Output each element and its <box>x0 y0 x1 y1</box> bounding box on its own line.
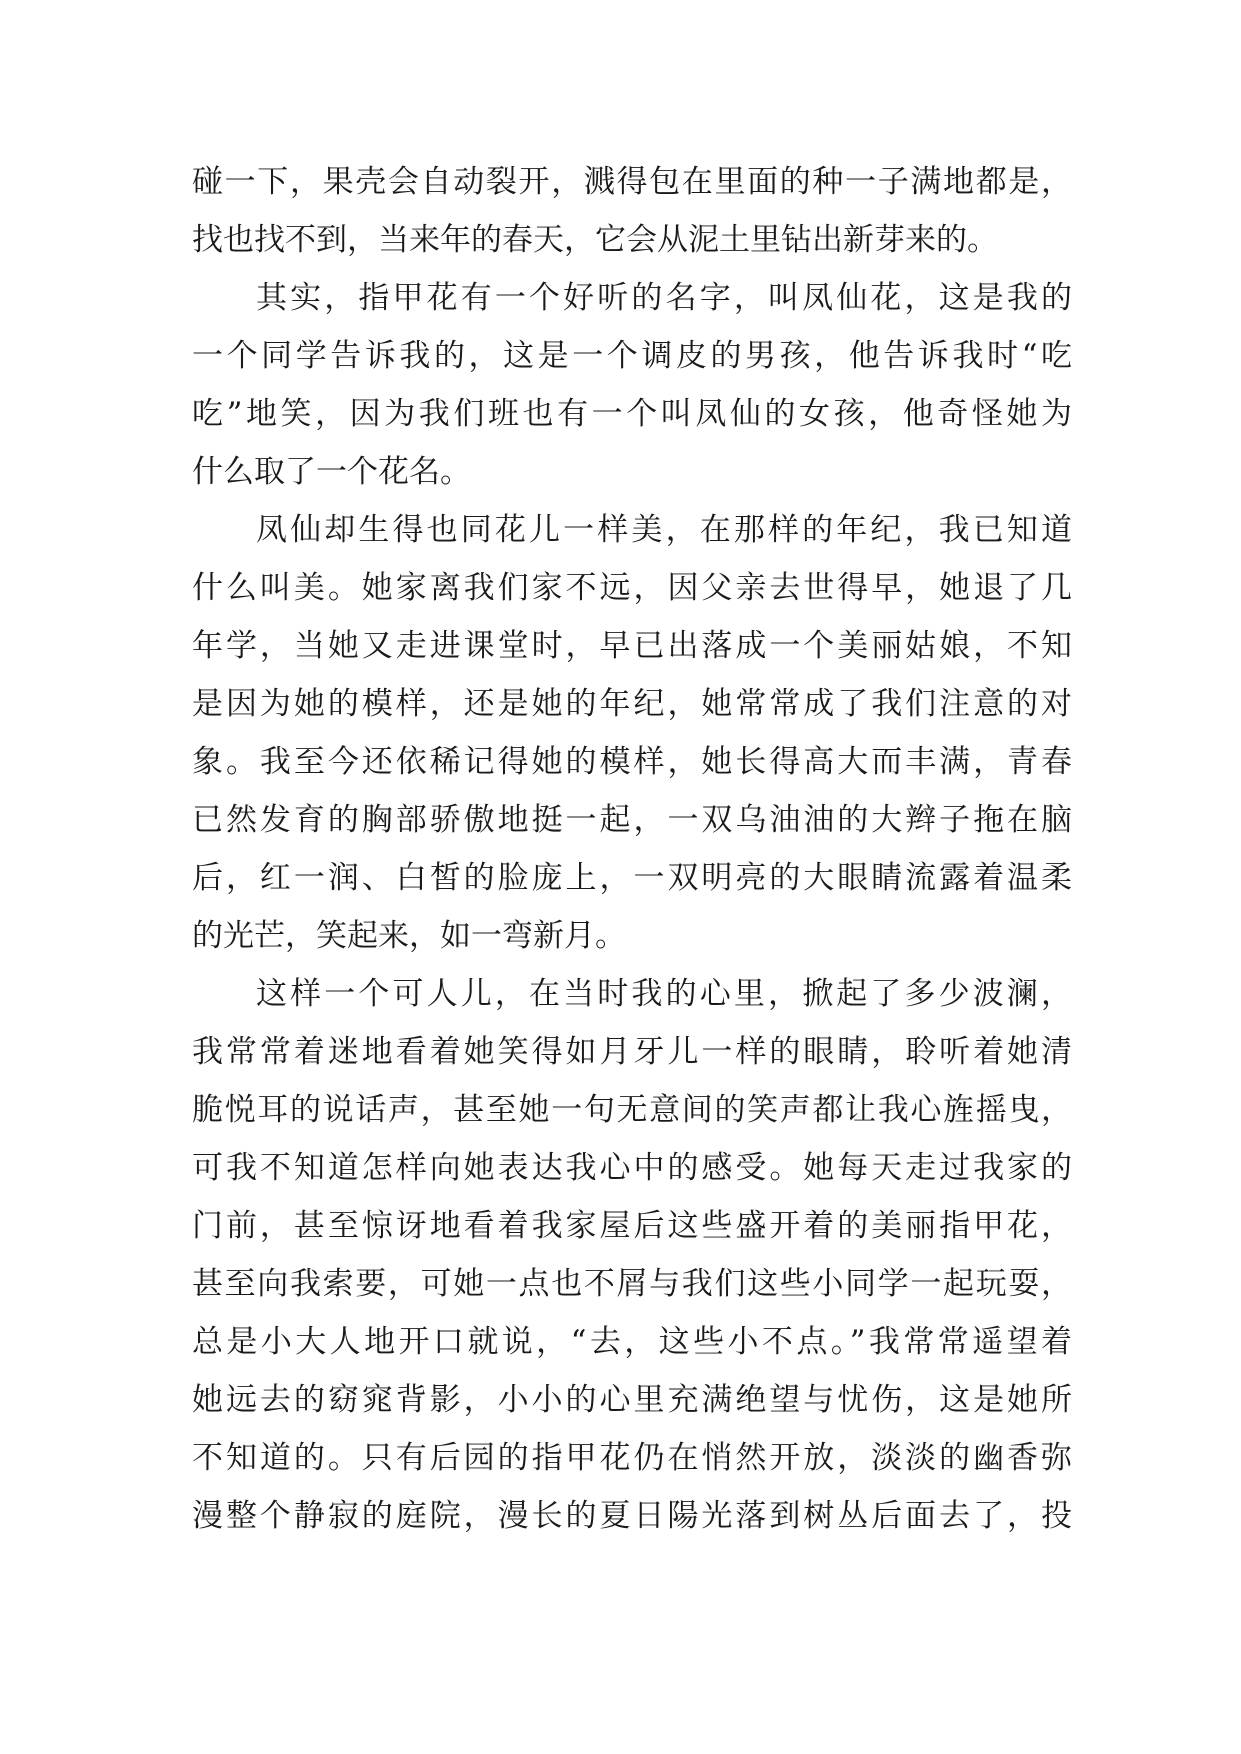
text-line: 甚至向我索要，可她一点也不屑与我们这些小同学一起玩耍， <box>192 1266 1072 1302</box>
text-line: 找也找不到，当来年的春天，它会从泥土里钻出新芽来的。 <box>192 222 998 258</box>
text-line: 象。我至今还依稀记得她的模样，她长得高大而丰满，青春 <box>192 744 1072 780</box>
text-line: 的光芒，笑起来，如一弯新月。 <box>192 918 626 954</box>
text-line: 脆悦耳的说话声，甚至她一句无意间的笑声都让我心旌摇曳， <box>192 1092 1072 1128</box>
text-line: 漫整个静寂的庭院，漫长的夏日陽光落到树丛后面去了，投 <box>192 1498 1072 1534</box>
text-line: 总是小大人地开口就说，“去，这些小不点。”我常常遥望着 <box>192 1324 1072 1360</box>
text-line: 吃”地笑，因为我们班也有一个叫凤仙的女孩，他奇怪她为 <box>192 396 1072 432</box>
text-line: 碰一下，果壳会自动裂开，溅得包在里面的种一子满地都是， <box>192 164 1072 200</box>
paragraph-first-line: 凤仙却生得也同花儿一样美，在那样的年纪，我已知道 <box>256 512 1072 548</box>
text-line: 她远去的窈窕背影，小小的心里充满绝望与忧伤，这是她所 <box>192 1382 1072 1418</box>
text-line: 什么取了一个花名。 <box>192 454 471 490</box>
text-line: 可我不知道怎样向她表达我心中的感受。她每天走过我家的 <box>192 1150 1072 1186</box>
text-line: 门前，甚至惊讶地看着我家屋后这些盛开着的美丽指甲花， <box>192 1208 1072 1244</box>
paragraph-first-line: 这样一个可人儿，在当时我的心里，掀起了多少波澜， <box>256 976 1072 1012</box>
text-line: 什么叫美。她家离我们家不远，因父亲去世得早，她退了几 <box>192 570 1072 606</box>
text-line: 不知道的。只有后园的指甲花仍在悄然开放，淡淡的幽香弥 <box>192 1440 1072 1476</box>
text-line: 后，红一润、白皙的脸庞上，一双明亮的大眼睛流露着温柔 <box>192 860 1072 896</box>
text-line: 年学，当她又走进课堂时，早已出落成一个美丽姑娘，不知 <box>192 628 1072 664</box>
paragraph-first-line: 其实，指甲花有一个好听的名字，叫凤仙花，这是我的 <box>256 280 1072 316</box>
body-text <box>192 153 1072 1545</box>
text-line: 已然发育的胸部骄傲地挺一起，一双乌油油的大辫子拖在脑 <box>192 802 1072 838</box>
text-line: 是因为她的模样，还是她的年纪，她常常成了我们注意的对 <box>192 686 1072 722</box>
text-line: 一个同学告诉我的，这是一个调皮的男孩，他告诉我时“吃 <box>192 338 1072 374</box>
text-line: 我常常着迷地看着她笑得如月牙儿一样的眼睛，聆听着她清 <box>192 1034 1072 1070</box>
